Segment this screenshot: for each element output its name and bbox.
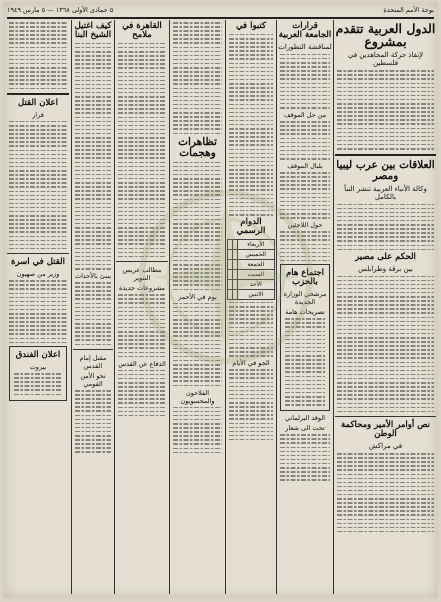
- column-rule: [225, 20, 226, 594]
- table-cell: الاثنين: [237, 289, 274, 299]
- article-body: [337, 204, 434, 251]
- article-body: [75, 43, 111, 270]
- article-body: [173, 162, 222, 290]
- table-cell: الأربعاء: [237, 239, 274, 249]
- headline: العلاقات بين عرب ليبيا ومصر: [336, 158, 435, 182]
- column-3: [227, 20, 275, 594]
- article-body: [229, 34, 273, 216]
- inner-heading: بلبال الموقف: [287, 162, 323, 171]
- article-body: [173, 22, 222, 134]
- subheadline: تصريحات هامة: [285, 308, 325, 317]
- inner-heading: الوقد البرلماني: [284, 414, 325, 423]
- column-6: [73, 20, 113, 594]
- article-body: [337, 453, 434, 532]
- table-cell: الجمعة: [237, 259, 274, 269]
- column-rule: [114, 20, 115, 594]
- article-body: [75, 282, 111, 345]
- headline: الدوام الرسمي: [236, 217, 266, 237]
- article-body: [280, 231, 330, 261]
- column-1: [335, 20, 436, 594]
- article-body: [118, 370, 166, 417]
- subheadline: في مراكش: [368, 442, 403, 451]
- header-right: بوحة الأمم المتحدة: [383, 6, 434, 14]
- article-body: [75, 390, 111, 453]
- inner-heading: تحت الى شعار: [285, 424, 325, 433]
- column-7: [7, 20, 69, 594]
- article-body: [285, 318, 325, 405]
- article-body: [229, 369, 273, 440]
- subheadline: بين برقة وطرابلس: [358, 264, 413, 273]
- headline: تظاهرات وهجمات: [178, 135, 217, 159]
- inner-heading: ينبئ بالأحداث: [74, 272, 112, 281]
- headline: كتبوا في: [235, 21, 267, 31]
- column-4: [171, 20, 224, 594]
- inner-heading: مقتل إمام القدس: [79, 354, 107, 370]
- inner-heading: يوم في الأحمر: [178, 292, 217, 301]
- article-body: [118, 294, 166, 357]
- masthead-strip: [7, 5, 434, 19]
- article-body: [14, 373, 62, 395]
- subheadline: وكالة الأنباء العربية تنشر النبأ بالكامل: [344, 184, 427, 201]
- article-body: [280, 172, 330, 219]
- subheadline: بيروت: [29, 363, 47, 372]
- headline: كيف اغتيل الشيخ البنا: [74, 21, 112, 40]
- column-5: [116, 20, 168, 594]
- table-cell: الأحد: [237, 279, 274, 289]
- article-body: [280, 434, 330, 481]
- inner-heading: من حل الموقف: [283, 111, 327, 120]
- inner-heading: مطالب عريس التنوير: [122, 266, 162, 283]
- table-cell: السبت: [237, 269, 274, 279]
- article-body: [229, 302, 273, 357]
- inner-heading: الفلاحون والمحسوبون: [180, 388, 215, 405]
- article-body: [9, 280, 67, 343]
- article-body: [9, 121, 67, 249]
- boxed-article: [280, 264, 330, 411]
- headline: اعلان الفندق: [15, 350, 61, 361]
- headline: الحكم على مصير: [355, 251, 416, 262]
- inner-heading: مشروعات جديدة: [118, 284, 166, 293]
- article-body: [118, 43, 166, 257]
- subheadline: لإنقاذ حركة المجاهدين في فلسطين: [347, 51, 424, 68]
- subheadline: لمناقشة التطورات: [278, 42, 332, 51]
- column-rule: [169, 20, 170, 594]
- article-body: [280, 54, 330, 109]
- subheadline: قرار: [32, 110, 44, 119]
- subheadline: وزير من صهيون: [16, 270, 60, 279]
- headline: اعلان القتل: [18, 98, 58, 108]
- headline: اجتماع هام بالحزب: [285, 268, 325, 288]
- subheadline: مرشحي الوزارة الجديدة: [283, 290, 327, 307]
- inner-heading: الجو في الأيام: [232, 359, 270, 368]
- inner-heading: نحو الأمن القومي: [80, 372, 106, 388]
- article-body: [337, 276, 434, 413]
- column-2: [278, 20, 332, 594]
- article-body: [280, 121, 330, 159]
- article-body: [337, 70, 434, 149]
- boxed-notice: [9, 346, 67, 400]
- inner-heading: الدفاع عن القدس: [118, 359, 166, 368]
- table-cell: الخميس: [237, 249, 274, 259]
- headline: الدول العربية تتقدم بمشروع: [335, 21, 436, 50]
- inner-heading: حول اللاجئين: [287, 221, 323, 230]
- column-rule: [333, 20, 334, 594]
- header-date: ٥ جمادى الأولى ١٣٦٨ — ٥ مارس ١٩٤٩: [7, 6, 114, 14]
- headline: قرارات الجامعة العربية: [278, 21, 332, 40]
- article-body: [173, 407, 222, 454]
- article-body: [9, 22, 67, 89]
- headline: نص أوامر الأمير ومحاكمة الوطن: [341, 420, 430, 440]
- newspaper-page: [3, 2, 438, 598]
- column-rule: [71, 20, 72, 594]
- headline: القاهرة في ملامح: [122, 21, 162, 40]
- article-body: [173, 303, 222, 386]
- column-rule: [276, 20, 277, 594]
- weather-table: [227, 239, 275, 300]
- headline: القتل في اسرة: [11, 257, 65, 268]
